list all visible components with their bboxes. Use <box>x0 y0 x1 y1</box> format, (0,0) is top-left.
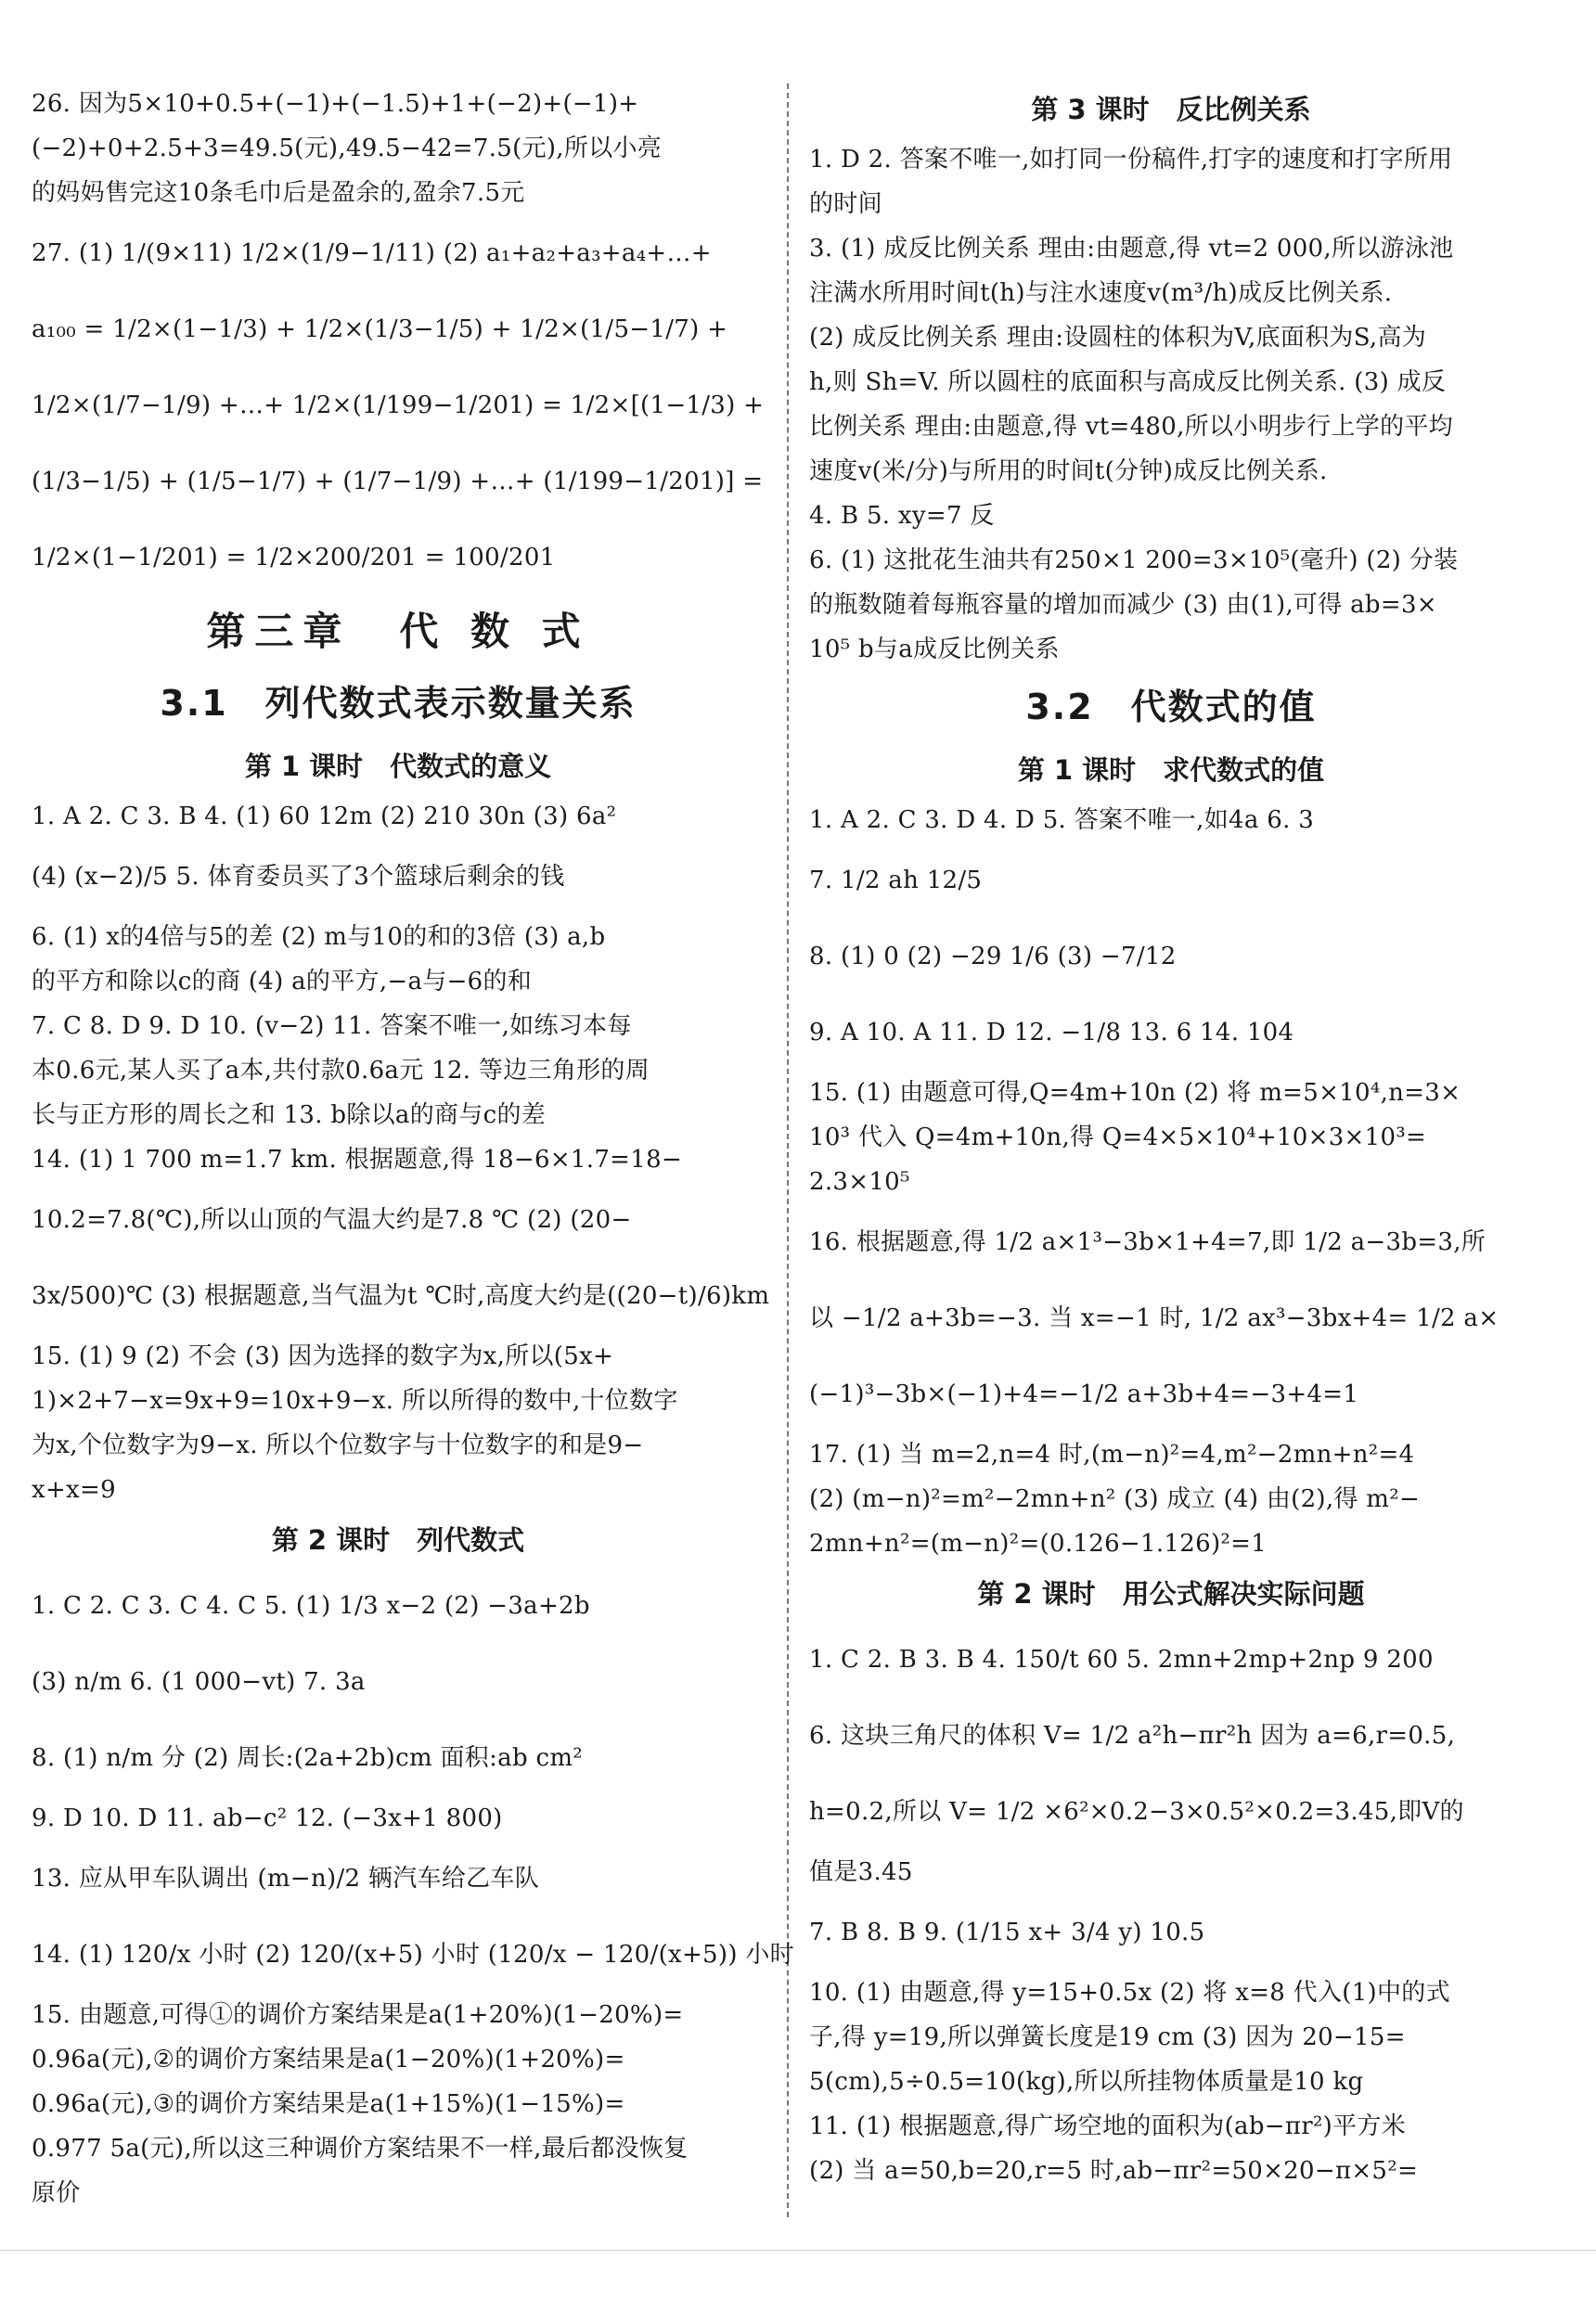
answer-line: 4. B 5. xy=7 反 <box>809 502 995 530</box>
answer-line: 注满水所用时间t(h)与注水速度v(m³/h)成反比例关系. <box>809 279 1393 307</box>
column-divider <box>787 83 789 2217</box>
answer-line: 15. (1) 9 (2) 不会 (3) 因为选择的数字为x,所以(5x+ <box>32 1342 614 1370</box>
answer-line: 本0.6元,某人买了a本,共付款0.6a元 12. 等边三角形的周 <box>32 1057 650 1085</box>
answer-line: 3x/500)℃ (3) 根据题意,当气温为t ℃时,高度大约是((20−t)/6)km <box>32 1282 770 1310</box>
answer-line: 7. B 8. B 9. (1/15 x+ 3/4 y) 10.5 <box>809 1919 1205 1946</box>
answer-line: 14. (1) 1 700 m=1.7 km. 根据题意,得 18−6×1.7=18− <box>32 1146 683 1174</box>
answer-line: 27. (1) 1/(9×11) 1/2×(1/9−1/11) (2) a₁+a₂+a₃+a₄+…+ <box>32 239 712 267</box>
answer-line: 为x,个位数字为9−x. 所以个位数字与十位数字的和是9− <box>32 1432 644 1459</box>
right-column <box>809 82 1533 2193</box>
answer-line: 的瓶数随着每瓶容量的增加而减少 (3) 由(1),可得 ab=3× <box>809 591 1437 619</box>
answer-line: h,则 Sh=V. 所以圆柱的底面积与高成反比例关系. (3) 成反 <box>809 368 1447 396</box>
answer-line: 1. D 2. 答案不唯一,如打同一份稿件,打字的速度和打字所用 <box>809 146 1453 173</box>
answer-line: (2) 当 a=50,b=20,r=5 时,ab−πr²=50×20−π×5²= <box>809 2157 1419 2185</box>
lesson-title: 第 1 课时 代数式的意义 <box>244 751 552 782</box>
answer-line: x+x=9 <box>32 1476 116 1504</box>
answer-line: 3. (1) 成反比例关系 理由:由题意,得 vt=2 000,所以游泳池 <box>809 235 1454 263</box>
answer-line: (1/3−1/5) + (1/5−1/7) + (1/7−1/9) +…+ (1/199−1/201)] = <box>32 468 764 495</box>
answer-line: 比例关系 理由:由题意,得 vt=480,所以小明步行上学的平均 <box>809 413 1453 441</box>
answer-line: 26. 因为5×10+0.5+(−1)+(−1.5)+1+(−2)+(−1)+ <box>32 90 639 118</box>
answer-line: 值是3.45 <box>809 1858 913 1886</box>
lesson-title: 第 2 课时 用公式解决实际问题 <box>977 1578 1365 1610</box>
answer-line: 1/2×(1−1/201) = 1/2×200/201 = 100/201 <box>32 544 556 571</box>
answer-line: 1. A 2. C 3. B 4. (1) 60 12m (2) 210 30n (3) 6a² <box>32 802 617 830</box>
answer-line: 5(cm),5÷0.5=10(kg),所以所挂物体质量是10 kg <box>809 2068 1364 2096</box>
answer-line: 速度v(米/分)与所用的时间t(分钟)成反比例关系. <box>809 457 1328 485</box>
answer-line: 15. 由题意,可得①的调价方案结果是a(1+20%)(1−20%)= <box>32 2001 684 2029</box>
answer-line: 7. 1/2 ah 12/5 <box>809 867 983 894</box>
left-column <box>32 82 794 2215</box>
lesson-title: 第 2 课时 列代数式 <box>271 1524 525 1556</box>
answer-line: h=0.2,所以 V= 1/2 ×6²×0.2−3×0.5²×0.2=3.45,即V的 <box>809 1798 1464 1826</box>
section-title: 3.2 代数式的值 <box>1025 687 1317 727</box>
answer-line: 6. (1) 这批花生油共有250×1 200=3×10⁵(毫升) (2) 分装 <box>809 546 1459 574</box>
answer-line: 6. 这块三角尺的体积 V= 1/2 a²h−πr²h 因为 a=6,r=0.5, <box>809 1722 1456 1750</box>
answer-line: 9. A 10. A 11. D 12. −1/8 13. 6 14. 104 <box>809 1019 1294 1046</box>
answer-line: 原价 <box>32 2179 81 2207</box>
answer-line: 8. (1) 0 (2) −29 1/6 (3) −7/12 <box>809 943 1177 970</box>
answer-line: 10³ 代入 Q=4m+10n,得 Q=4×5×10⁴+10×3×10³= <box>809 1123 1427 1151</box>
answer-line: 13. 应从甲车队调出 (m−n)/2 辆汽车给乙车队 <box>32 1865 540 1893</box>
answer-line: 1. C 2. B 3. B 4. 150/t 60 5. 2mn+2mp+2np 9 200 <box>809 1646 1434 1674</box>
answer-line: 17. (1) 当 m=2,n=4 时,(m−n)²=4,m²−2mn+n²=4 <box>809 1441 1415 1469</box>
answer-line: 10.2=7.8(℃),所以山顶的气温大约是7.8 ℃ (2) (20− <box>32 1206 632 1234</box>
answer-line: 0.977 5a(元),所以这三种调价方案结果不一样,最后都没恢复 <box>32 2135 689 2163</box>
answer-line: 的妈妈售完这10条毛巾后是盈余的,盈余7.5元 <box>32 179 525 207</box>
lesson-title: 第 1 课时 求代数式的值 <box>1017 754 1325 786</box>
answer-line: 以 −1/2 a+3b=−3. 当 x=−1 时, 1/2 ax³−3bx+4= 1/2 a× <box>809 1304 1499 1332</box>
answer-line: 8. (1) n/m 分 (2) 周长:(2a+2b)cm 面积:ab cm² <box>32 1744 583 1772</box>
page-bottom-rule <box>0 2250 1596 2251</box>
answer-line: 7. C 8. D 9. D 10. (v−2) 11. 答案不唯一,如练习本每 <box>32 1012 632 1040</box>
answer-line: 10⁵ b与a成反比例关系 <box>809 636 1060 663</box>
section-title: 3.1 列代数式表示数量关系 <box>160 683 637 724</box>
answer-line: 0.96a(元),③的调价方案结果是a(1+15%)(1−15%)= <box>32 2090 625 2118</box>
answer-line: 子,得 y=19,所以弹簧长度是19 cm (3) 因为 20−15= <box>809 2023 1406 2051</box>
answer-line: a₁₀₀ = 1/2×(1−1/3) + 1/2×(1/3−1/5) + 1/2×(1/5−1/7) + <box>32 315 728 343</box>
answer-line: 1)×2+7−x=9x+9=10x+9−x. 所以所得的数中,十位数字 <box>32 1387 678 1415</box>
answer-line: (−1)³−3b×(−1)+4=−1/2 a+3b+4=−3+4=1 <box>809 1380 1359 1408</box>
answer-line: (−2)+0+2.5+3=49.5(元),49.5−42=7.5(元),所以小亮 <box>32 135 663 162</box>
answer-line: 的时间 <box>809 190 882 218</box>
lesson-title: 第 3 课时 反比例关系 <box>1031 94 1311 125</box>
chapter-title: 第三章 代 数 式 <box>206 609 590 654</box>
answer-line: 15. (1) 由题意可得,Q=4m+10n (2) 将 m=5×10⁴,n=3× <box>809 1079 1461 1107</box>
answer-line: 长与正方形的周长之和 13. b除以a的商与c的差 <box>32 1101 547 1129</box>
answer-line: (4) (x−2)/5 5. 体育委员买了3个篮球后剩余的钱 <box>32 863 565 891</box>
answer-line: 6. (1) x的4倍与5的差 (2) m与10的和的3倍 (3) a,b <box>32 923 606 951</box>
answer-line: (3) n/m 6. (1 000−vt) 7. 3a <box>32 1668 366 1696</box>
answer-line: 14. (1) 120/x 小时 (2) 120/(x+5) 小时 (120/x − 120/(x+5)) 小时 <box>32 1941 794 1969</box>
answer-line: 1/2×(1/7−1/9) +…+ 1/2×(1/199−1/201) = 1/2×[(1−1/3) + <box>32 392 765 419</box>
answer-line: 2mn+n²=(m−n)²=(0.126−1.126)²=1 <box>809 1530 1268 1558</box>
answer-line: 10. (1) 由题意,得 y=15+0.5x (2) 将 x=8 代入(1)中的式 <box>809 1979 1450 2007</box>
answer-line: 1. C 2. C 3. C 4. C 5. (1) 1/3 x−2 (2) −3a+2b <box>32 1592 590 1620</box>
answer-line: 2.3×10⁵ <box>809 1168 910 1196</box>
answer-line: 0.96a(元),②的调价方案结果是a(1−20%)(1+20%)= <box>32 2046 625 2074</box>
answer-line: (2) (m−n)²=m²−2mn+n² (3) 成立 (4) 由(2),得 m²− <box>809 1485 1421 1513</box>
answer-line: 1. A 2. C 3. D 4. D 5. 答案不唯一,如4a 6. 3 <box>809 806 1315 834</box>
answer-line: (2) 成反比例关系 理由:设圆柱的体积为V,底面积为S,高为 <box>809 324 1427 352</box>
answer-line: 9. D 10. D 11. ab−c² 12. (−3x+1 800) <box>32 1804 503 1832</box>
answer-line: 16. 根据题意,得 1/2 a×1³−3b×1+4=7,即 1/2 a−3b=3,所 <box>809 1228 1487 1256</box>
answer-line: 的平方和除以c的商 (4) a的平方,−a与−6的和 <box>32 968 533 995</box>
answer-line: 11. (1) 根据题意,得广场空地的面积为(ab−πr²)平方米 <box>809 2112 1407 2140</box>
